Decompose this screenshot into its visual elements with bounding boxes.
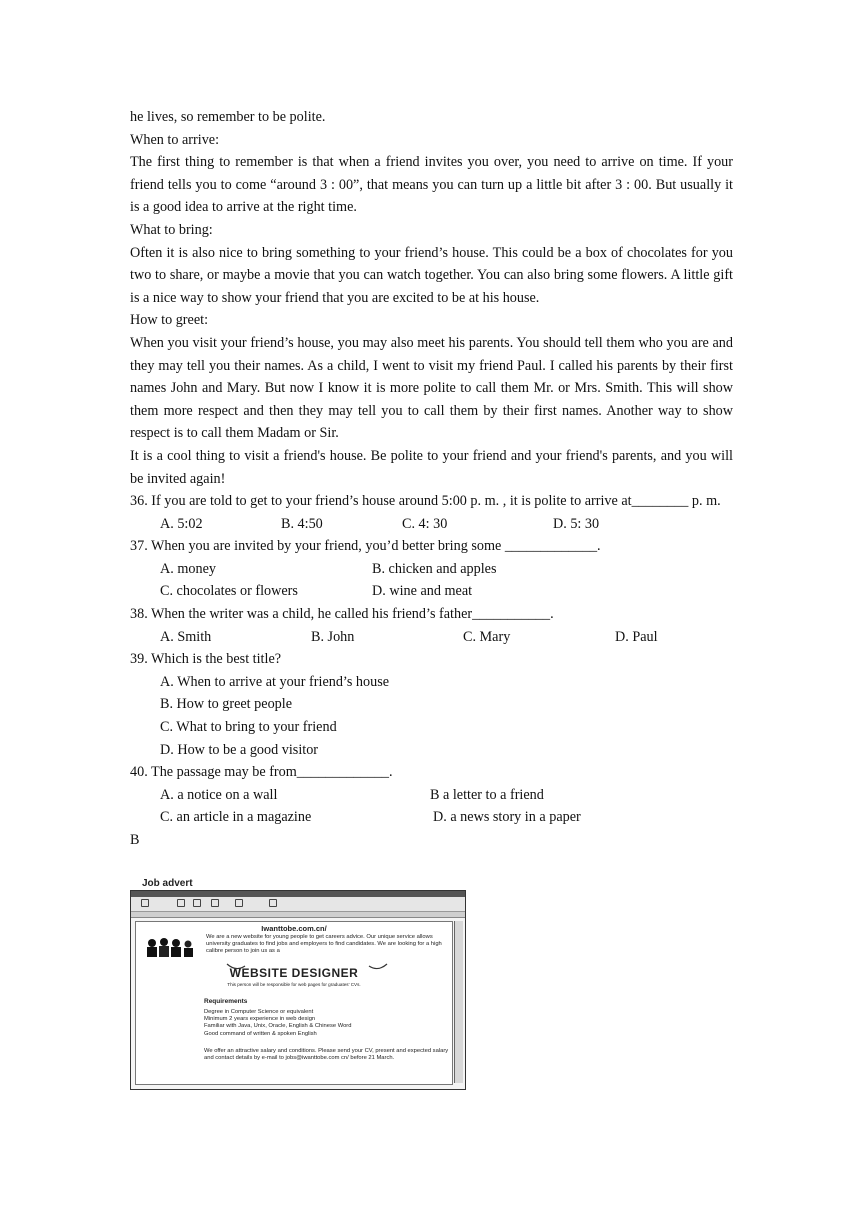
q36-option-d[interactable]: D. 5: 30 [553,515,600,532]
question-37-stem: 37. When you are invited by your friend, you’d better bring some _____________. [130,538,601,555]
passage-line: he lives, so remember to be polite. [130,109,326,125]
home-icon [211,899,219,907]
question-40-options-row2 [130,806,733,829]
advert-requirements-list [204,1009,351,1038]
advert-offer: We offer an attractive salary and conditions. Please send your CV, present and expected salary and contact details by e-mail to jobs@iwanttobe.com cn/ before 21 March. [204,1048,449,1061]
question-38-stem: 38. When the writer was a child, he called his friend’s father___________. [130,606,554,623]
heading-how-to-greet: How to greet: [130,312,209,329]
q38-option-d[interactable]: D. Paul [615,628,658,645]
paragraph-bring: Often it is also nice to bring something to your friend’s house. This could be a box of chocolates for you two to share, or maybe a movie that you can watch together. You can also bring some flowers. A little gift is a nice way to show your friend that you are excited to be at his house. [130,244,733,306]
q37-option-a[interactable]: A. money [160,560,216,577]
q38-option-c[interactable]: C. Mary [463,628,511,645]
q37-option-b[interactable]: B. chicken and apples [372,560,497,577]
q36-option-c[interactable]: C. 4: 30 [402,515,448,532]
paragraph-arrive: The first thing to remember is that when a friend invites you over, you need to arrive on time. If your friend tells you to come “around 3 : 00”, that means you can turn up a little bit after 3 : 00. But usually it is a good idea to arrive at the right time. [130,154,733,216]
q36-option-b[interactable]: B. 4:50 [281,515,323,532]
back-icon [141,899,149,907]
q40-option-b[interactable]: B a letter to a friend [430,786,544,803]
question-40-stem: 40. The passage may be from_____________. [130,764,393,781]
question-36-stem: 36. If you are told to get to your friend’s house around 5:00 p. m. , it is polite to arrive at________ p. m. [130,493,721,510]
q39-option-d[interactable]: D. How to be a good visitor [160,741,319,758]
advert-site-name: Iwanttobe.com.cn/ [261,924,327,933]
section-b-label: B [130,832,140,848]
decorative-swoosh-icon [368,962,388,972]
q37-option-c[interactable]: C. chocolates or flowers [160,583,298,600]
question-38-options [130,626,733,649]
mail-icon [269,899,277,907]
decorative-swoosh-icon [226,962,246,972]
q37-option-d[interactable]: D. wine and meat [372,583,473,600]
worksheet-page [130,106,733,852]
q38-option-b[interactable]: B. John [311,628,355,645]
people-illustration-icon [144,936,196,958]
question-37-options-row2 [130,580,733,603]
q36-option-a[interactable]: A. 5:02 [160,515,203,532]
requirement-item: Good command of written & spoken English [204,1030,317,1037]
advert-requirements-heading: Requirements [204,998,248,1005]
requirement-item: Degree in Computer Science or equivalent [204,1009,314,1015]
browser-scrollbar[interactable] [454,921,463,1083]
question-40-options-row1 [130,784,733,807]
stop-icon [177,899,185,907]
paragraph-ending: It is a cool thing to visit a friend's house. Be polite to your friend and your friend's parents, and you will be invited again! [130,447,733,487]
q39-option-a[interactable]: A. When to arrive at your friend’s house [160,673,390,690]
q38-option-a[interactable]: A. Smith [160,628,212,645]
question-36-options [130,513,733,536]
requirement-item: Minimum 2 years experience in web design [204,1016,316,1023]
paragraph-greet: When you visit your friend’s house, you may also meet his parents. You should tell them who you are and they may tell you their names. As a child, I went to visit my friend Paul. I called his parents by their first names John and Mary. But now I know it is more polite to call them Mr. or Mrs. Smith. This will show them more respect and then they may tell you to call them by their first names. Another way to show respect is to call them Madam or Sir. [130,334,733,442]
q40-option-a[interactable]: A. a notice on a wall [160,786,278,803]
favorites-icon [235,899,243,907]
job-advert-image [130,876,466,1090]
job-advert-title: Job advert [142,878,193,889]
heading-what-to-bring: What to bring: [130,221,213,238]
q39-option-c[interactable]: C. What to bring to your friend [160,719,337,736]
heading-when-to-arrive: When to arrive: [130,131,220,148]
advert-role: WEBSITE DESIGNER [229,966,359,980]
advert-content [135,921,453,1085]
question-39-stem: 39. Which is the best title? [130,651,282,668]
q39-option-b[interactable]: B. How to greet people [160,696,292,713]
browser-window [130,890,466,1090]
q40-option-d[interactable]: D. a news story in a paper [433,809,581,826]
requirement-item: Familiar with Java, Unix, Oracle, English & Chinese Word [204,1023,352,1030]
refresh-icon [193,899,201,907]
q40-option-c[interactable]: C. an article in a magazine [160,809,312,826]
address-bar [131,912,465,918]
browser-toolbar [131,897,465,912]
advert-role-subtitle: This person will be responsible for web pages for graduates' CVs. [227,982,361,987]
question-37-options-row1 [130,558,733,581]
advert-intro: We are a new website for young people to get careers advice. Our unique service allows university graduates to find jobs and employers to find candidates. We are looking for a high calibre person to join us as a [206,934,442,954]
